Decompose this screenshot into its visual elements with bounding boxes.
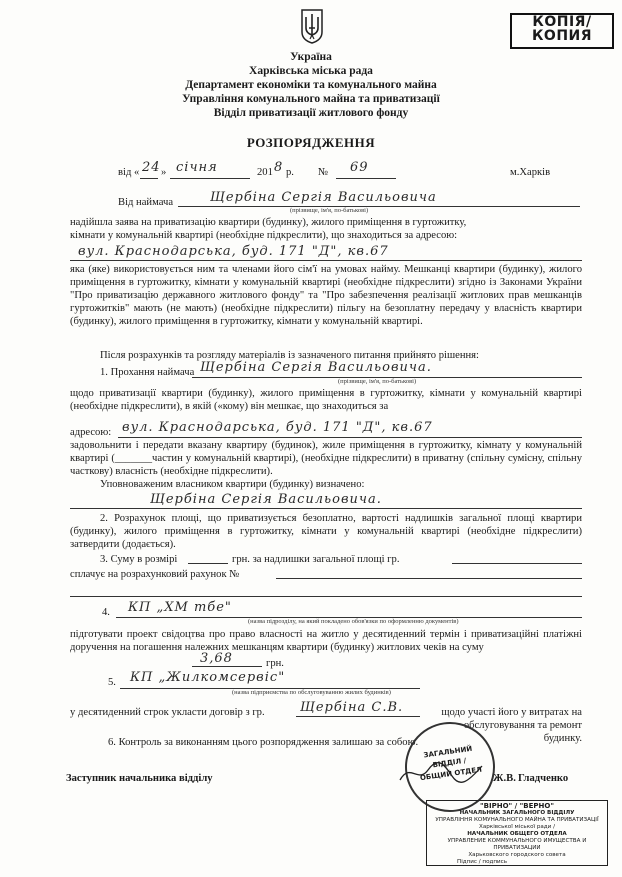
item6-text: 6. Контроль за виконанням цього розпорядження залишаю за собою. [108, 737, 419, 748]
decision-intro: Після розрахунків та розгляду матеріалів із зазначеного питання прийнято рішення: [100, 350, 479, 361]
item4-text: підготувати проект свідоцтва про право власності на житло у десятиденний термін і приватизаційні платіжні доручення на погашення належних мешканцям квартири (будинку) житлових чеків на суму [70, 629, 582, 653]
tenant-name-2: Щербіна Сергія Васильовича. [200, 360, 432, 375]
p1-rest: яка (яке) використовується ним та членами його сім'ї на умовах найму. Мешканці квартири (будинку), жилого приміщення в гуртожитку, кімнати у комунальній квартирі (необхідне підкреслити) згідно із Законами України "Про приватизацію державного житлового фонду" та "Про забезпечення реалізації житлових прав мешканців гуртожитків" мають (не мають) (необхідне підкреслити) пільгу на безоплатну передачу у власність квартири (будинку), жилого приміщення в гуртожитку, кімнати у комунальній квартирі. [70, 264, 582, 327]
rect-stamp-line3: УПРАВЛІННЯ КОМУНАЛЬНОГО МАЙНА ТА ПРИВАТИЗАЦІЇ [435, 817, 599, 823]
date-year-unit: р. [286, 167, 294, 178]
trident-coat-of-arms-icon [300, 8, 324, 44]
item4-num: 4. [102, 607, 110, 618]
city: м.Харків [510, 167, 551, 178]
item3-line1b: грн. за надлишки загальної площі гр. [232, 554, 400, 565]
copy-stamp-line2: КОПИЯ [531, 28, 593, 44]
rect-stamp-line2: НАЧАЛЬНИК ЗАГАЛЬНОГО ВІДДІЛУ [459, 810, 575, 816]
item5-text-b: щодо участі його у витратах на обслуговування та ремонт будинку. [441, 707, 582, 744]
round-stamp-line3: ОБЩИЙ ОТДЕЛ [419, 765, 483, 783]
number-label: № [318, 167, 329, 178]
header-country: Україна [290, 51, 332, 63]
item3-line1a: 3. Суму в розмірі [100, 554, 178, 565]
order-number: 69 [350, 160, 369, 175]
rect-stamp-line5: НАЧАЛЬНИК ОБЩЕГО ОТДЕЛА [467, 831, 567, 837]
item4-caption: (назва підрозділу, на який покладено обов'язки по оформленню документів) [248, 618, 459, 625]
item5-org: КП „Жилкомсервіс" [130, 670, 286, 685]
copy-stamp-line1: КОПІЯ/ [532, 14, 592, 30]
item5-num: 5. [108, 677, 116, 688]
round-stamp-line2: ВІДДІЛ / [432, 756, 467, 770]
item5-caption: (назва підприємства по обслуговуванню жилих будинків) [232, 689, 391, 696]
header-administration: Управління комунального майна та приватизації [182, 93, 440, 105]
item3-line2: сплачує на розрахунковий рахунок № [70, 569, 240, 580]
header-council: Харківська міська рада [249, 65, 373, 77]
owner-name: Щербіна Сергія Васильовича. [150, 492, 382, 507]
tenant-caption-2: (прізвище, ім'я, по-батькові) [338, 378, 417, 385]
item4-org: КП „ХМ тбе" [128, 600, 232, 615]
document-title: РОЗПОРЯДЖЕННЯ [246, 135, 376, 150]
item4-unit: грн. [266, 658, 284, 669]
item1-text1: щодо приватизації квартири (будинку), жилого приміщення в гуртожитку, кімнати у комунальній квартирі (необхідне підкреслити), в якій («кому) він мешкає, що знаходиться за [70, 388, 582, 412]
from-label: Від наймача [118, 197, 174, 208]
rect-stamp-line1: "ВІРНО" / "ВЕРНО" [480, 802, 554, 810]
header-department: Департамент економіки та комунального майна [185, 79, 437, 91]
item4-sum: 3,68 [200, 651, 233, 666]
signature-name: Гладченко [518, 773, 569, 784]
item1-label: 1. Прохання наймача [100, 367, 195, 378]
date-prefix: від « [118, 167, 140, 178]
owner-label: Уповноваженим власником квартири (будинку) визначено: [100, 479, 365, 490]
copy-stamp [510, 13, 614, 49]
tenant-caption-1: (прізвище, ім'я, по-батькові) [290, 207, 369, 214]
item2-text: 2. Розрахунок площі, що приватизується безоплатно, вартості надлишків загальної площі квартири (будинку), жилого приміщення в гуртожитку, кімнати у комунальній квартирі (необхідне підкреслити) затвердити (додається). [70, 513, 582, 550]
signature-name-prefix: Ж.В. [493, 773, 516, 784]
date-day: 24 [142, 160, 161, 175]
signature-position: Заступник начальника відділу [66, 773, 213, 784]
p1-line1: надійшла заява на приватизацію квартири (будинку), жилого приміщення в гуртожитку, [70, 217, 467, 228]
address-1: вул. Краснодарська, буд. 171 "Д", кв.67 [78, 244, 389, 259]
item5-text-a: у десятиденний строк укласти договір з гр. [70, 707, 265, 718]
date-year-suffix: 8 [274, 160, 284, 175]
address-2: вул. Краснодарська, буд. 171 "Д", кв.67 [122, 420, 433, 435]
certification-stamp [426, 800, 608, 866]
date-year-prefix: 201 [257, 167, 273, 178]
p1-line2: кімнати у комунальній квартирі (необхідне підкреслити), що знаходиться за адресою: [70, 230, 458, 241]
handwritten-signature-icon [396, 758, 486, 788]
rect-stamp-line4: Харківської міської ради / [479, 824, 555, 830]
date-month: січня [176, 160, 218, 175]
item5-name: Щербіна С.В. [300, 700, 404, 715]
tenant-name-1: Щербіна Сергія Васильовича [210, 190, 437, 205]
rect-stamp-line8: Підпис / подпись [457, 859, 508, 865]
round-stamp-line1: ЗАГАЛЬНИЙ [423, 744, 473, 760]
item1-text2: задовольнити і передати вказану квартиру (будинок), жиле приміщення в гуртожитку, кімнату у комунальній квартирі (_______частин у комунальній квартирі), (необхідне підкреслити) в приватну (спільну сумісну, спільну часткову) власність (необхідне підкреслити). [70, 440, 582, 477]
item1-address-label: адресою: [70, 427, 112, 438]
date-mid: » [161, 167, 167, 178]
rect-stamp-line6: УПРАВЛЕНИЕ КОММУНАЛЬНОГО ИМУЩЕСТВА И ПРИВАТИЗАЦИИ [447, 838, 587, 851]
rect-stamp-line7: Харьковского городского совета [468, 852, 566, 858]
header-division: Відділ приватизації житлового фонду [213, 107, 409, 119]
